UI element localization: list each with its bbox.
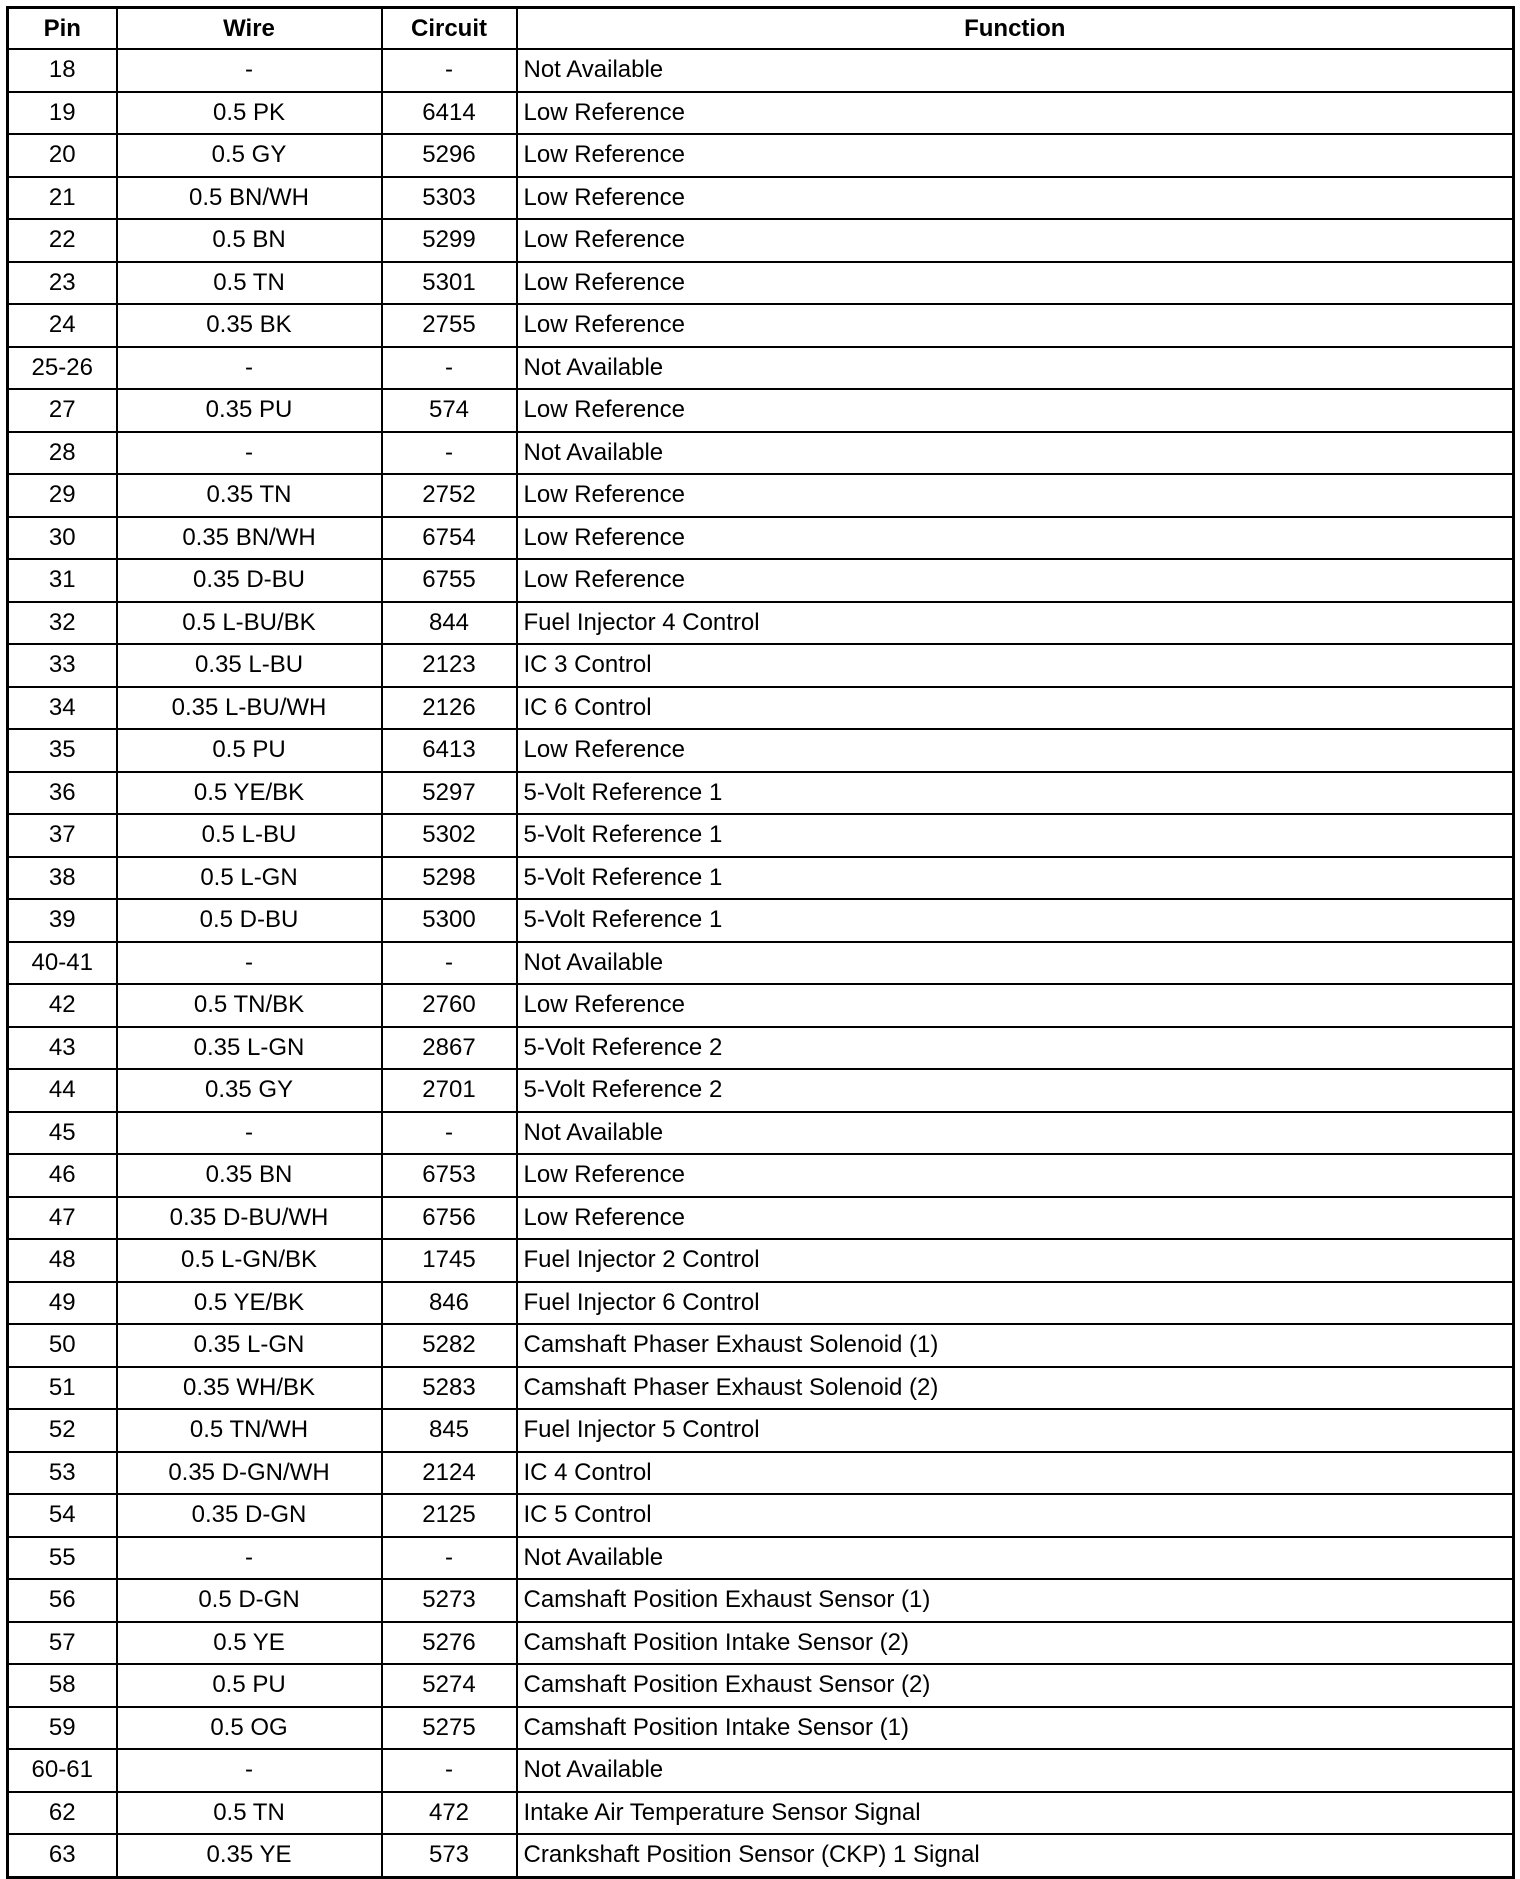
table-row bbox=[8, 559, 1514, 602]
function-cell: Low Reference bbox=[517, 389, 1514, 432]
circuit-cell: - bbox=[382, 1537, 517, 1580]
function-cell: Intake Air Temperature Sensor Signal bbox=[517, 1792, 1514, 1835]
wire-cell: - bbox=[117, 347, 382, 390]
table-row bbox=[8, 1112, 1514, 1155]
table-row bbox=[8, 1239, 1514, 1282]
circuit-cell: 2124 bbox=[382, 1452, 517, 1495]
function-cell: IC 6 Control bbox=[517, 687, 1514, 730]
table-row bbox=[8, 1537, 1514, 1580]
table-row bbox=[8, 49, 1514, 92]
pin-cell: 35 bbox=[8, 729, 117, 772]
circuit-cell: 2760 bbox=[382, 984, 517, 1027]
circuit-cell: 5297 bbox=[382, 772, 517, 815]
table-row bbox=[8, 1027, 1514, 1070]
pin-cell: 63 bbox=[8, 1834, 117, 1877]
circuit-cell: 2867 bbox=[382, 1027, 517, 1070]
pin-cell: 27 bbox=[8, 389, 117, 432]
wire-cell: 0.5 TN/WH bbox=[117, 1409, 382, 1452]
circuit-cell: 2126 bbox=[382, 687, 517, 730]
wire-cell: 0.5 PK bbox=[117, 92, 382, 135]
pin-cell: 33 bbox=[8, 644, 117, 687]
circuit-cell: 1745 bbox=[382, 1239, 517, 1282]
wire-cell: 0.5 L-BU/BK bbox=[117, 602, 382, 645]
table-row bbox=[8, 1409, 1514, 1452]
table-row bbox=[8, 219, 1514, 262]
function-cell: Not Available bbox=[517, 1537, 1514, 1580]
table-row bbox=[8, 729, 1514, 772]
table-row bbox=[8, 1069, 1514, 1112]
pin-cell: 23 bbox=[8, 262, 117, 305]
wire-cell: 0.5 YE bbox=[117, 1622, 382, 1665]
wire-cell: 0.5 PU bbox=[117, 1664, 382, 1707]
pin-cell: 46 bbox=[8, 1154, 117, 1197]
circuit-cell: 5274 bbox=[382, 1664, 517, 1707]
pin-cell: 31 bbox=[8, 559, 117, 602]
table-body bbox=[8, 49, 1514, 1877]
circuit-cell: 846 bbox=[382, 1282, 517, 1325]
pin-cell: 30 bbox=[8, 517, 117, 560]
function-cell: Fuel Injector 5 Control bbox=[517, 1409, 1514, 1452]
function-cell: 5-Volt Reference 2 bbox=[517, 1027, 1514, 1070]
wire-cell: 0.35 L-GN bbox=[117, 1324, 382, 1367]
table-row bbox=[8, 1579, 1514, 1622]
wire-cell: 0.5 BN/WH bbox=[117, 177, 382, 220]
circuit-cell: 6756 bbox=[382, 1197, 517, 1240]
wire-cell: 0.35 D-GN bbox=[117, 1494, 382, 1537]
function-cell: Fuel Injector 2 Control bbox=[517, 1239, 1514, 1282]
function-cell: 5-Volt Reference 1 bbox=[517, 857, 1514, 900]
circuit-cell: 5282 bbox=[382, 1324, 517, 1367]
function-cell: Camshaft Phaser Exhaust Solenoid (1) bbox=[517, 1324, 1514, 1367]
pin-cell: 42 bbox=[8, 984, 117, 1027]
circuit-cell: 5283 bbox=[382, 1367, 517, 1410]
wire-cell: 0.5 PU bbox=[117, 729, 382, 772]
pin-cell: 40-41 bbox=[8, 942, 117, 985]
circuit-cell: 6755 bbox=[382, 559, 517, 602]
circuit-cell: - bbox=[382, 49, 517, 92]
function-cell: 5-Volt Reference 2 bbox=[517, 1069, 1514, 1112]
wire-cell: - bbox=[117, 1537, 382, 1580]
function-cell: Not Available bbox=[517, 49, 1514, 92]
function-cell: Camshaft Position Intake Sensor (1) bbox=[517, 1707, 1514, 1750]
function-cell: Low Reference bbox=[517, 474, 1514, 517]
pin-cell: 58 bbox=[8, 1664, 117, 1707]
wire-cell: 0.35 BK bbox=[117, 304, 382, 347]
header-circuit: Circuit bbox=[382, 8, 517, 50]
wire-cell: 0.5 L-BU bbox=[117, 814, 382, 857]
function-cell: Low Reference bbox=[517, 92, 1514, 135]
function-cell: Low Reference bbox=[517, 262, 1514, 305]
function-cell: IC 5 Control bbox=[517, 1494, 1514, 1537]
wire-cell: 0.5 L-GN bbox=[117, 857, 382, 900]
wire-cell: 0.5 D-BU bbox=[117, 899, 382, 942]
function-cell: Crankshaft Position Sensor (CKP) 1 Signal bbox=[517, 1834, 1514, 1877]
wire-cell: 0.35 D-BU bbox=[117, 559, 382, 602]
pin-cell: 51 bbox=[8, 1367, 117, 1410]
pin-cell: 19 bbox=[8, 92, 117, 135]
wire-cell: 0.5 YE/BK bbox=[117, 1282, 382, 1325]
table-row bbox=[8, 517, 1514, 560]
table-row bbox=[8, 1792, 1514, 1835]
circuit-cell: 574 bbox=[382, 389, 517, 432]
pin-cell: 44 bbox=[8, 1069, 117, 1112]
table-row bbox=[8, 1622, 1514, 1665]
wire-cell: 0.5 TN bbox=[117, 1792, 382, 1835]
pin-cell: 49 bbox=[8, 1282, 117, 1325]
wire-cell: 0.5 BN bbox=[117, 219, 382, 262]
pin-cell: 39 bbox=[8, 899, 117, 942]
table-row bbox=[8, 1197, 1514, 1240]
circuit-cell: 5302 bbox=[382, 814, 517, 857]
circuit-cell: 6414 bbox=[382, 92, 517, 135]
circuit-cell: 5273 bbox=[382, 1579, 517, 1622]
pin-cell: 24 bbox=[8, 304, 117, 347]
wire-cell: 0.35 L-BU bbox=[117, 644, 382, 687]
pin-cell: 60-61 bbox=[8, 1749, 117, 1792]
wire-cell: 0.35 GY bbox=[117, 1069, 382, 1112]
circuit-cell: 5296 bbox=[382, 134, 517, 177]
table-row bbox=[8, 92, 1514, 135]
pin-cell: 56 bbox=[8, 1579, 117, 1622]
wire-cell: 0.5 TN/BK bbox=[117, 984, 382, 1027]
pin-cell: 62 bbox=[8, 1792, 117, 1835]
header-wire: Wire bbox=[117, 8, 382, 50]
table-row bbox=[8, 772, 1514, 815]
circuit-cell: 2125 bbox=[382, 1494, 517, 1537]
circuit-cell: 5276 bbox=[382, 1622, 517, 1665]
table-row bbox=[8, 857, 1514, 900]
pin-cell: 32 bbox=[8, 602, 117, 645]
table-row bbox=[8, 1707, 1514, 1750]
pin-cell: 47 bbox=[8, 1197, 117, 1240]
table-row bbox=[8, 984, 1514, 1027]
wire-cell: 0.5 D-GN bbox=[117, 1579, 382, 1622]
function-cell: 5-Volt Reference 1 bbox=[517, 814, 1514, 857]
pin-cell: 48 bbox=[8, 1239, 117, 1282]
wire-cell: 0.35 L-BU/WH bbox=[117, 687, 382, 730]
function-cell: Camshaft Phaser Exhaust Solenoid (2) bbox=[517, 1367, 1514, 1410]
wire-cell: 0.35 PU bbox=[117, 389, 382, 432]
pin-cell: 50 bbox=[8, 1324, 117, 1367]
table-row bbox=[8, 1154, 1514, 1197]
header-function: Function bbox=[517, 8, 1514, 50]
table-row bbox=[8, 347, 1514, 390]
function-cell: 5-Volt Reference 1 bbox=[517, 772, 1514, 815]
pin-cell: 54 bbox=[8, 1494, 117, 1537]
circuit-cell: 5275 bbox=[382, 1707, 517, 1750]
table-row bbox=[8, 1494, 1514, 1537]
pin-cell: 18 bbox=[8, 49, 117, 92]
circuit-cell: 6753 bbox=[382, 1154, 517, 1197]
pin-cell: 34 bbox=[8, 687, 117, 730]
function-cell: Not Available bbox=[517, 1749, 1514, 1792]
table-row bbox=[8, 177, 1514, 220]
wire-cell: - bbox=[117, 432, 382, 475]
wire-cell: 0.35 D-BU/WH bbox=[117, 1197, 382, 1240]
circuit-cell: 2123 bbox=[382, 644, 517, 687]
function-cell: Low Reference bbox=[517, 1154, 1514, 1197]
circuit-cell: 5300 bbox=[382, 899, 517, 942]
circuit-cell: - bbox=[382, 432, 517, 475]
pin-cell: 25-26 bbox=[8, 347, 117, 390]
wire-cell: - bbox=[117, 1112, 382, 1155]
table-row bbox=[8, 687, 1514, 730]
connector-pinout-table bbox=[6, 6, 1515, 1879]
table-row bbox=[8, 1367, 1514, 1410]
table-row bbox=[8, 1324, 1514, 1367]
function-cell: Not Available bbox=[517, 942, 1514, 985]
pin-cell: 52 bbox=[8, 1409, 117, 1452]
wire-cell: - bbox=[117, 942, 382, 985]
circuit-cell: - bbox=[382, 347, 517, 390]
function-cell: Low Reference bbox=[517, 304, 1514, 347]
circuit-cell: 5299 bbox=[382, 219, 517, 262]
table-row bbox=[8, 602, 1514, 645]
function-cell: 5-Volt Reference 1 bbox=[517, 899, 1514, 942]
table-row bbox=[8, 814, 1514, 857]
circuit-cell: 844 bbox=[382, 602, 517, 645]
wire-cell: - bbox=[117, 1749, 382, 1792]
function-cell: Low Reference bbox=[517, 729, 1514, 772]
circuit-cell: 472 bbox=[382, 1792, 517, 1835]
wire-cell: 0.5 YE/BK bbox=[117, 772, 382, 815]
pin-cell: 38 bbox=[8, 857, 117, 900]
pin-cell: 37 bbox=[8, 814, 117, 857]
pin-cell: 22 bbox=[8, 219, 117, 262]
circuit-cell: - bbox=[382, 942, 517, 985]
pin-cell: 57 bbox=[8, 1622, 117, 1665]
wire-cell: 0.5 OG bbox=[117, 1707, 382, 1750]
function-cell: Low Reference bbox=[517, 177, 1514, 220]
function-cell: Camshaft Position Exhaust Sensor (1) bbox=[517, 1579, 1514, 1622]
table-row bbox=[8, 1834, 1514, 1877]
function-cell: Camshaft Position Exhaust Sensor (2) bbox=[517, 1664, 1514, 1707]
function-cell: Fuel Injector 6 Control bbox=[517, 1282, 1514, 1325]
function-cell: Low Reference bbox=[517, 1197, 1514, 1240]
table-row bbox=[8, 304, 1514, 347]
function-cell: Not Available bbox=[517, 432, 1514, 475]
pin-cell: 28 bbox=[8, 432, 117, 475]
table-row bbox=[8, 262, 1514, 305]
pin-cell: 45 bbox=[8, 1112, 117, 1155]
table-row bbox=[8, 1664, 1514, 1707]
function-cell: Low Reference bbox=[517, 984, 1514, 1027]
pin-cell: 43 bbox=[8, 1027, 117, 1070]
function-cell: Fuel Injector 4 Control bbox=[517, 602, 1514, 645]
function-cell: Camshaft Position Intake Sensor (2) bbox=[517, 1622, 1514, 1665]
circuit-cell: 845 bbox=[382, 1409, 517, 1452]
wire-cell: - bbox=[117, 49, 382, 92]
wire-cell: 0.35 YE bbox=[117, 1834, 382, 1877]
function-cell: Low Reference bbox=[517, 219, 1514, 262]
pin-cell: 36 bbox=[8, 772, 117, 815]
pin-cell: 53 bbox=[8, 1452, 117, 1495]
table-row bbox=[8, 1452, 1514, 1495]
function-cell: Not Available bbox=[517, 1112, 1514, 1155]
table-row bbox=[8, 942, 1514, 985]
table-row bbox=[8, 389, 1514, 432]
header-pin: Pin bbox=[8, 8, 117, 50]
table-row bbox=[8, 474, 1514, 517]
table-header-row bbox=[8, 8, 1514, 50]
table-row bbox=[8, 644, 1514, 687]
wire-cell: 0.35 TN bbox=[117, 474, 382, 517]
function-cell: Low Reference bbox=[517, 134, 1514, 177]
table-row bbox=[8, 432, 1514, 475]
circuit-cell: - bbox=[382, 1112, 517, 1155]
circuit-cell: 2755 bbox=[382, 304, 517, 347]
function-cell: Not Available bbox=[517, 347, 1514, 390]
wire-cell: 0.5 TN bbox=[117, 262, 382, 305]
pin-cell: 29 bbox=[8, 474, 117, 517]
function-cell: IC 3 Control bbox=[517, 644, 1514, 687]
circuit-cell: 573 bbox=[382, 1834, 517, 1877]
function-cell: IC 4 Control bbox=[517, 1452, 1514, 1495]
wire-cell: 0.5 L-GN/BK bbox=[117, 1239, 382, 1282]
wire-cell: 0.5 GY bbox=[117, 134, 382, 177]
circuit-cell: 6754 bbox=[382, 517, 517, 560]
table-row bbox=[8, 1282, 1514, 1325]
wire-cell: 0.35 WH/BK bbox=[117, 1367, 382, 1410]
wire-cell: 0.35 L-GN bbox=[117, 1027, 382, 1070]
pin-cell: 20 bbox=[8, 134, 117, 177]
pin-cell: 21 bbox=[8, 177, 117, 220]
function-cell: Low Reference bbox=[517, 559, 1514, 602]
pin-cell: 59 bbox=[8, 1707, 117, 1750]
table-row bbox=[8, 899, 1514, 942]
circuit-cell: 5303 bbox=[382, 177, 517, 220]
circuit-cell: 2752 bbox=[382, 474, 517, 517]
wire-cell: 0.35 BN bbox=[117, 1154, 382, 1197]
pin-cell: 55 bbox=[8, 1537, 117, 1580]
circuit-cell: 5298 bbox=[382, 857, 517, 900]
wire-cell: 0.35 D-GN/WH bbox=[117, 1452, 382, 1495]
table-row bbox=[8, 134, 1514, 177]
function-cell: Low Reference bbox=[517, 517, 1514, 560]
wire-cell: 0.35 BN/WH bbox=[117, 517, 382, 560]
circuit-cell: 5301 bbox=[382, 262, 517, 305]
circuit-cell: - bbox=[382, 1749, 517, 1792]
circuit-cell: 6413 bbox=[382, 729, 517, 772]
circuit-cell: 2701 bbox=[382, 1069, 517, 1112]
table-row bbox=[8, 1749, 1514, 1792]
